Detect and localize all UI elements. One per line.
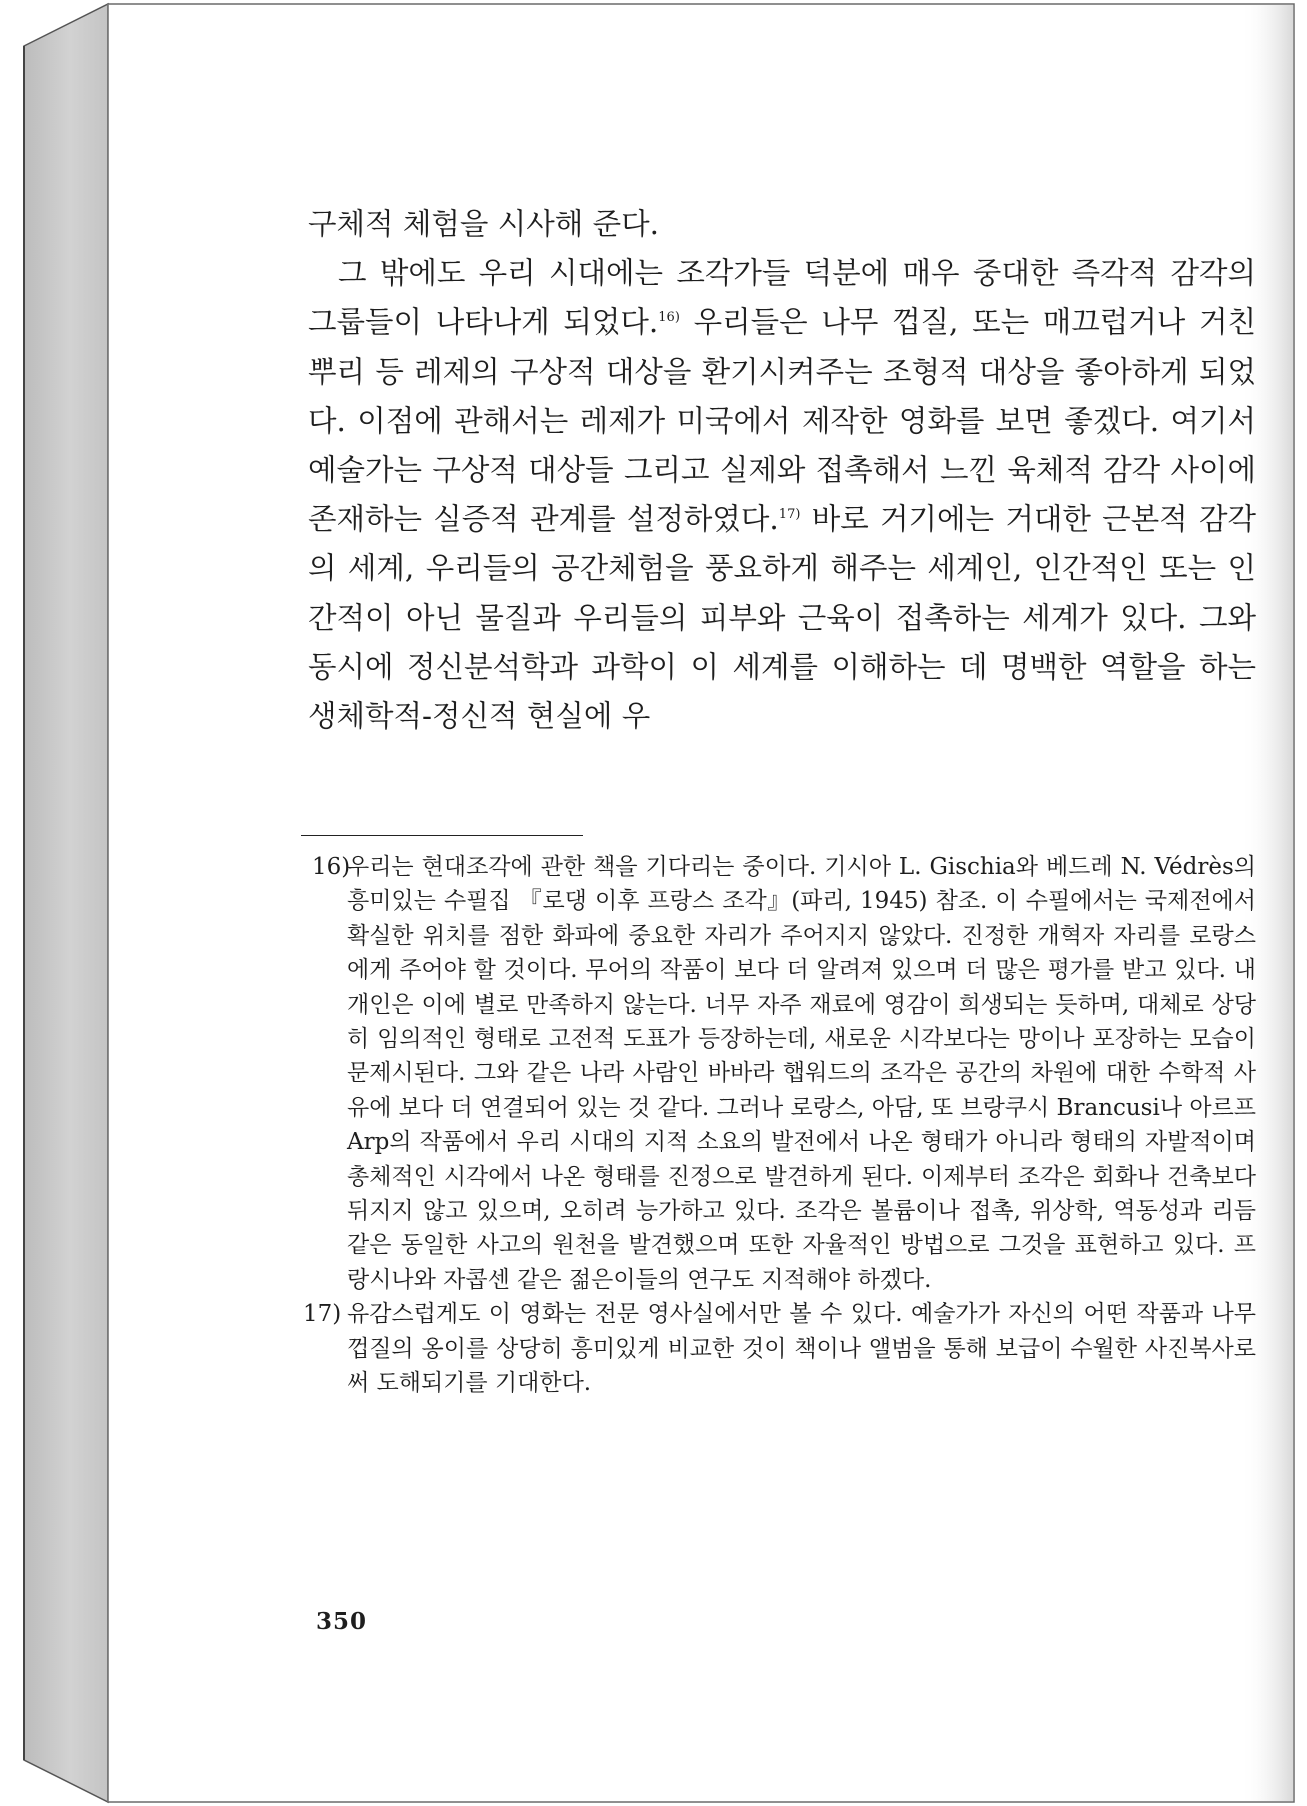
page-number: 350 [316,1608,368,1635]
footnote-16 [312,850,1256,1297]
footnote-number: 17) [303,1301,342,1328]
footnote-number: 16) [312,854,351,880]
footnote-text: 우리는 현대조각에 관한 책을 기다리는 중이다. 기시아 L. Gischia와 베드레 N. Védrès의 흥미있는 수필집 『로댕 이후 프랑스 조각』(파리, 1945) 참조. 이 수필에서는 국제전에서 확실한 위치를 점한 화파에 중요한 자리가 주어지지 않았다. 진정한 개혁자 자리를 로랑스에게 주어야 할 것이다. 무어의 작품이 보다 더 알려져 있으며 더 많은 평가를 받고 있다. 내 개인은 이에 별로 만족하지 않는다. 너무 자주 재료에 영감이 희생되는 듯하며, 대체로 상당히 임의적인 형태로 고전적 도표가 등장하는데, 새로운 시각보다는 망이나 포장하는 모습이 문제시된다. 그와 같은 나라 사람인 바바라 햅워드의 조각은 공간의 차원에 대한 수학적 사유에 보다 더 연결되어 있는 것 같다. 그러나 로랑스, 아담, 또 브랑쿠시 Brancusi나 아르프 Arp의 작품에서 우리 시대의 지적 소요의 발전에서 나온 형태가 아니라 형태의 자발적이며 총체적인 시각에서 나온 형태를 진정으로 발견하게 된다. 이제부터 조각은 회화나 건축보다 뒤지지 않고 있으며, 오히려 능가하고 있다. 조각은 볼륨이나 접촉, 위상학, 역동성과 리듬 같은 동일한 사고의 원천을 발견했으며 또한 자율적인 방법으로 그것을 표현하고 있다. 프랑시나와 자콥센 같은 젊은이들의 연구도 지적해야 하겠다. [347,854,1257,1293]
body-paragraph-2 [308,249,1256,741]
page [108,4,1294,1802]
body-text-segment: 바로 거기에는 거대한 근본적 감각의 세계, 우리들의 공간체험을 풍요하게 해주는 세계인, 인간적인 또는 인간적이 아닌 물질과 우리들의 피부와 근육이 접촉하는 세계가 있다. 그와 동시에 정신분석학과 과학이 이 세계를 이해하는 데 명백한 역할을 하는 생체학적-정신적 현실에 우 [308,502,1256,734]
footnote-reference-17: 17) [778,507,801,523]
footnote-17 [303,1297,1256,1400]
body-paragraph-1: 구체적 체험을 시사해 준다. [308,207,659,241]
footnotes [303,850,1257,1401]
body-text-segment: 그 밖에도 우리 시대에는 조각가들 덕분에 매우 중대한 즉각적 감각의 그룹들이 나타나게 되었다. [308,256,1256,340]
footnote-reference-16: 16) [658,310,680,326]
footnote-divider [301,835,583,836]
body-text [308,200,1256,741]
book-spine [24,4,108,1802]
body-text-segment: 우리들은 나무 껍질, 또는 매끄럽거나 거친 뿌리 등 레제의 구상적 대상을 환기시켜주는 조형적 대상을 좋아하게 되었다. 이점에 관해서는 레제가 미국에서 제작한 영화를 보면 좋겠다. 여기서 예술가는 구상적 대상들 그리고 실제와 접촉해서 느낀 육체적 감각 사이에 존재하는 실증적 관계를 설정하였다. [308,305,1256,537]
footnote-text: 유감스럽게도 이 영화는 전문 영사실에서만 볼 수 있다. 예술가가 자신의 어떤 작품과 나무껍질의 옹이를 상당히 흥미있게 비교한 것이 책이나 앨범을 통해 보급이 수월한 사진복사로써 도해되기를 기대한다. [347,1301,1256,1397]
